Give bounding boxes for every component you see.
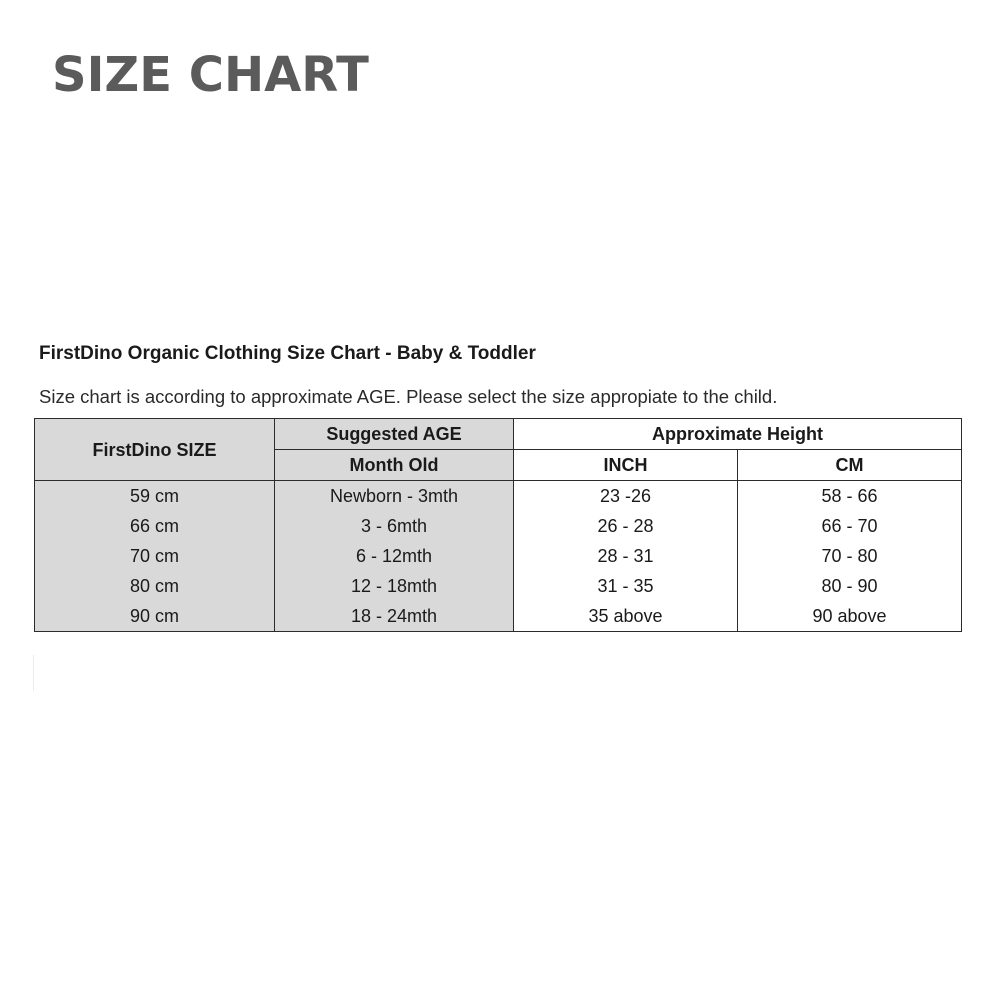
faint-divider — [33, 655, 34, 691]
cell-cm: 80 - 90 — [738, 571, 962, 601]
cell-size: 59 cm — [35, 481, 275, 512]
cell-age: 18 - 24mth — [275, 601, 514, 632]
cell-cm: 66 - 70 — [738, 511, 962, 541]
cell-inch: 35 above — [514, 601, 738, 632]
cell-inch: 31 - 35 — [514, 571, 738, 601]
table-row — [35, 541, 962, 571]
table-row — [35, 601, 962, 632]
cell-size: 80 cm — [35, 571, 275, 601]
cell-size: 90 cm — [35, 601, 275, 632]
cell-age: Newborn - 3mth — [275, 481, 514, 512]
table-row — [35, 481, 962, 512]
cell-size: 70 cm — [35, 541, 275, 571]
header-firstdino-size: FirstDino SIZE — [35, 419, 275, 481]
cell-size: 66 cm — [35, 511, 275, 541]
size-chart-note: Size chart is according to approximate AGE. Please select the size appropiate to the child. — [39, 386, 778, 407]
cell-cm: 70 - 80 — [738, 541, 962, 571]
size-chart-table — [34, 418, 962, 632]
cell-age: 12 - 18mth — [275, 571, 514, 601]
header-month-old: Month Old — [275, 450, 514, 481]
header-approximate-height: Approximate Height — [514, 419, 962, 450]
size-chart-title: FirstDino Organic Clothing Size Chart - Baby & Toddler — [39, 343, 536, 364]
cell-age: 3 - 6mth — [275, 511, 514, 541]
cell-cm: 58 - 66 — [738, 481, 962, 512]
table-header-row — [35, 419, 962, 450]
cell-inch: 28 - 31 — [514, 541, 738, 571]
cell-inch: 26 - 28 — [514, 511, 738, 541]
header-cm: CM — [738, 450, 962, 481]
header-suggested-age: Suggested AGE — [275, 419, 514, 450]
cell-age: 6 - 12mth — [275, 541, 514, 571]
table-row — [35, 511, 962, 541]
page-title: SIZE CHART — [52, 47, 369, 103]
cell-cm: 90 above — [738, 601, 962, 632]
header-inch: INCH — [514, 450, 738, 481]
cell-inch: 23 -26 — [514, 481, 738, 512]
table-row — [35, 571, 962, 601]
